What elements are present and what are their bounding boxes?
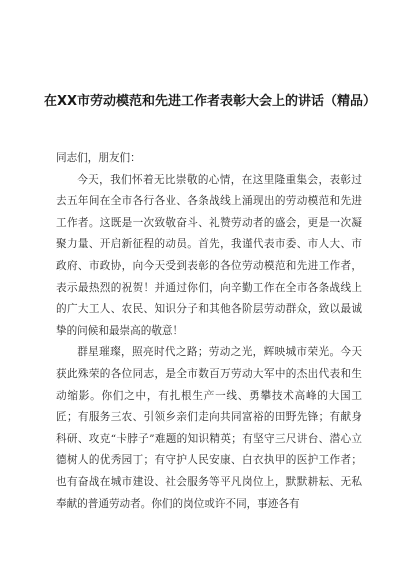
document-body [56, 148, 362, 515]
paragraph: 今天，我们怀着无比崇敬的心情，在这里隆重集会，表彰过去五年间在全市各行各业、各条战线上涌现出的劳动模范和先进工作者。这既是一次致敬奋斗、礼赞劳动者的盛会，更是一次凝聚力量、开启新征程的动员。首先，我谨代表市委、市人大、市政府、市政协，向今天受到表彰的各位劳动模范和先进工作者，表示最热烈的祝贺！并通过你们，向辛勤工作在全市各条战线上的广大工人、农民、知识分子和其他各阶层劳动群众，致以最诚挚的问候和最崇高的敬意！ [56, 173, 362, 337]
paragraph: 群星璀璨，照亮时代之路；劳动之光，辉映城市荣光。今天获此殊荣的各位同志，是全市数百万劳动大军中的杰出代表和生动缩影。你们之中，有扎根生产一线、勇攀技术高峰的大国工匠；有服务三农、引领乡亲们走向共同富裕的田野先锋；有献身科研、攻克“卡脖子”难题的知识精英；有坚守三尺讲台、潜心立德树人的优秀园丁；有守护人民安康、白衣执甲的医护工作者；也有奋战在城市建设、社会服务等平凡岗位上，默默耕耘、无私奉献的普通劳动者。你们的岗位或许不同，事迹各有 [56, 346, 362, 510]
salutation: 同志们，朋友们： [56, 152, 141, 164]
document-title: 在XX市劳动模范和先进工作者表彰大会上的讲话（精品） [44, 94, 377, 109]
